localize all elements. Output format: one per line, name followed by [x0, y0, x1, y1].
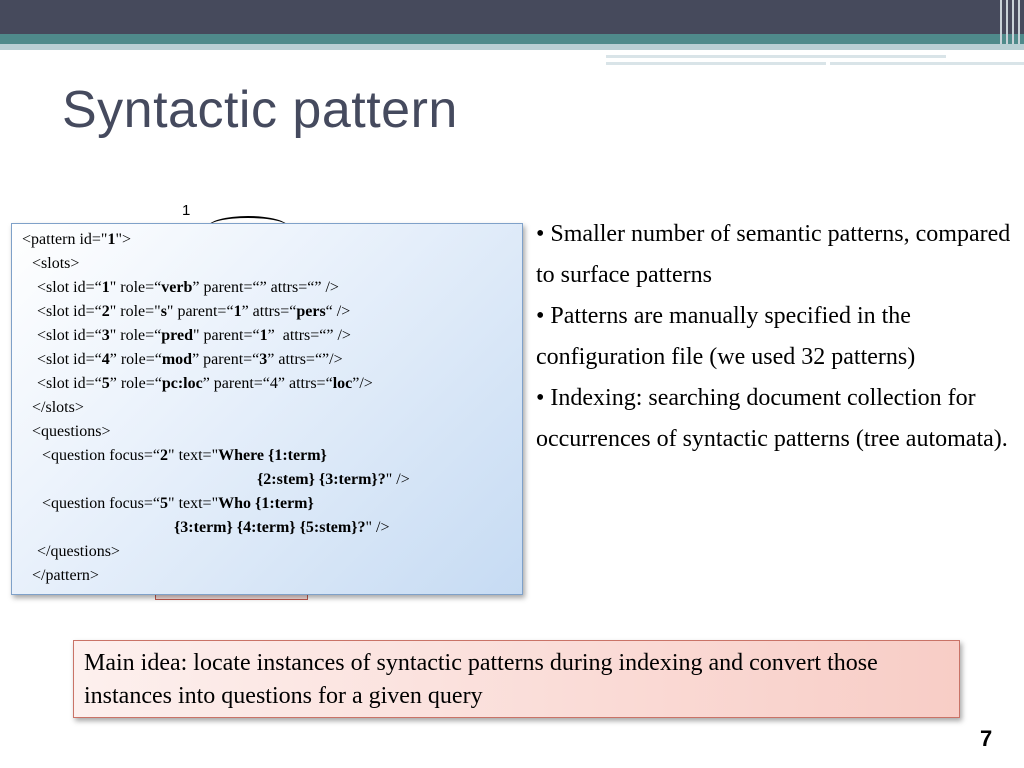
decor-bar: [1000, 0, 1002, 44]
decor-line: [830, 62, 1024, 65]
xml-line: <slot id=“5” role=“pc:loc” parent=“4” attrs=“loc”/>: [37, 375, 373, 392]
bullet-item: • Patterns are manually specified in the configuration file (we used 32 patterns): [536, 303, 916, 370]
accent-stripe: [0, 34, 1024, 44]
light-stripe: [0, 44, 1024, 50]
xml-line: {3:term} {4:term} {5:stem}?" />: [174, 519, 390, 536]
xml-line: <slot id=“4” role=“mod” parent=“3” attrs=“”/>: [37, 351, 343, 368]
xml-line: <slots>: [32, 255, 80, 272]
page-number: 7: [980, 726, 993, 751]
slide-title: Syntactic pattern: [62, 81, 458, 139]
decor-line: [606, 55, 946, 58]
xml-line: <question focus=“5" text="Who {1:term}: [42, 495, 314, 512]
bullet-item: • Smaller number of semantic patterns, compared to surface patterns: [536, 221, 1011, 288]
xml-line: </pattern>: [32, 567, 99, 584]
xml-line: <slot id=“3" role=“pred" parent=“1” attrs=“” />: [37, 327, 351, 344]
top-banner: [0, 0, 1024, 34]
decor-bar: [1006, 0, 1008, 44]
xml-line: </slots>: [32, 399, 84, 416]
decor-bar: [1012, 0, 1014, 44]
xml-line: <questions>: [32, 423, 111, 440]
xml-line: {2:stem} {3:term}?" />: [257, 471, 410, 488]
bullet-item: • Indexing: searching document collection for occurrences of syntactic patterns (tree automata).: [536, 385, 1008, 452]
xml-line: <slot id=“1" role=“verb” parent=“” attrs=“” />: [37, 279, 339, 296]
decor-line: [606, 62, 826, 65]
xml-pattern-box: [11, 223, 523, 595]
xml-line: <pattern id="1">: [22, 231, 132, 248]
main-idea-box: Main idea: locate instances of syntactic patterns during indexing and convert those instances into questions for a given query: [73, 640, 960, 718]
tree-node-label: 1: [182, 202, 191, 219]
decor-bar: [1018, 0, 1020, 44]
xml-line: <question focus=“2" text="Where {1:term}: [42, 447, 327, 464]
bullet-list: [536, 214, 1016, 460]
xml-line: <slot id=“2" role="s" parent=“1” attrs=“pers“ />: [37, 303, 351, 320]
xml-line: </questions>: [37, 543, 120, 560]
